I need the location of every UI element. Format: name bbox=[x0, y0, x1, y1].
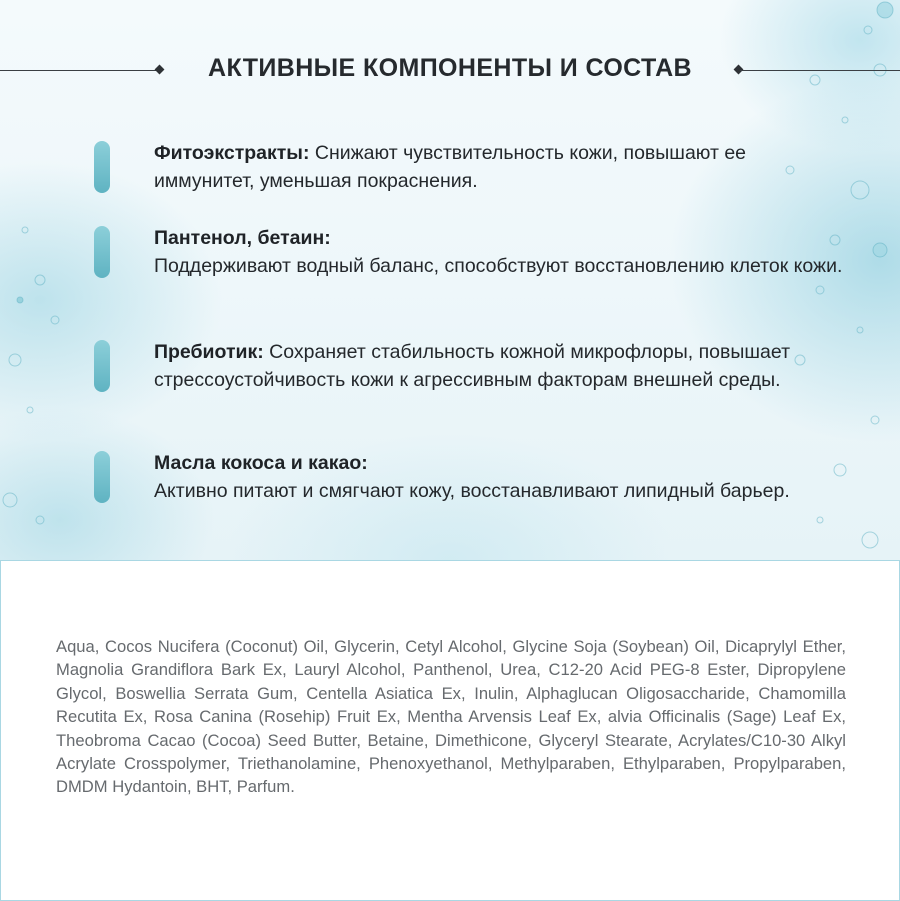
title-divider-right bbox=[740, 70, 900, 71]
component-name: Пребиотик: bbox=[154, 341, 264, 363]
accent-bar bbox=[94, 340, 110, 392]
component-description bbox=[154, 338, 844, 394]
component-description bbox=[154, 139, 844, 195]
component-text: Активно питают и смягчают кожу, восстанавливают липидный барьер. bbox=[154, 480, 790, 502]
title-row bbox=[0, 50, 900, 90]
accent-bar bbox=[94, 226, 110, 278]
component-name: Фитоэкстракты: bbox=[154, 142, 310, 164]
component-name: Пантенол, бетаин: bbox=[154, 227, 331, 249]
component-name: Масла кокоса и какао: bbox=[154, 452, 368, 474]
accent-bar bbox=[94, 451, 110, 503]
page-title: АКТИВНЫЕ КОМПОНЕНТЫ И СОСТАВ bbox=[207, 54, 693, 82]
accent-bar bbox=[94, 141, 110, 193]
component-text: Сохраняет стабильность кожной микрофлоры, повышает стрессоустойчивость кожи к агрессивным факторам внешней среды. bbox=[154, 341, 790, 391]
composition-panel bbox=[0, 560, 900, 901]
component-text: Снижают чувствительность кожи, повышают ее иммунитет, уменьшая покраснения. bbox=[154, 142, 747, 192]
composition-text: Aqua, Cocos Nucifera (Coconut) Oil, Glycerin, Cetyl Alcohol, Glycine Soja (Soybean) Oil, Dicaprylyl Ether, Magnolia Grandiflora Bark Ex, Lauryl Alcohol, Panthenol, Urea, C12-20 Acid PEG-8 Ester, Dipropylene Glycol, Boswellia Serrata Gum, Centella Asiatica Ex, Inulin, Alphaglucan Oligosaccharide, Chamomilla Recutita Ex, Rosa Canina (Rosehip) Fruit Ex, Mentha Arvensis Leaf Ex, alvia Officinalis (Sage) Leaf Ex, Theobroma Cacao (Cocoa) Seed Butter, Betaine, Dimethicone, Glyceryl Stearate, Acrylates/C10-30 Alkyl Acrylate Crosspolymer, Triethanolamine, Phenoxyethanol, Methylparaben, Ethylparaben, Propylparaben, DMDM Hydantoin, BHT, Parfum. bbox=[56, 637, 846, 797]
component-description bbox=[154, 224, 844, 280]
title-divider-left bbox=[0, 70, 160, 71]
diamond-icon bbox=[155, 65, 165, 75]
component-description bbox=[154, 449, 844, 505]
component-text: Поддерживают водный баланс, способствуют восстановлению клеток кожи. bbox=[154, 255, 843, 277]
